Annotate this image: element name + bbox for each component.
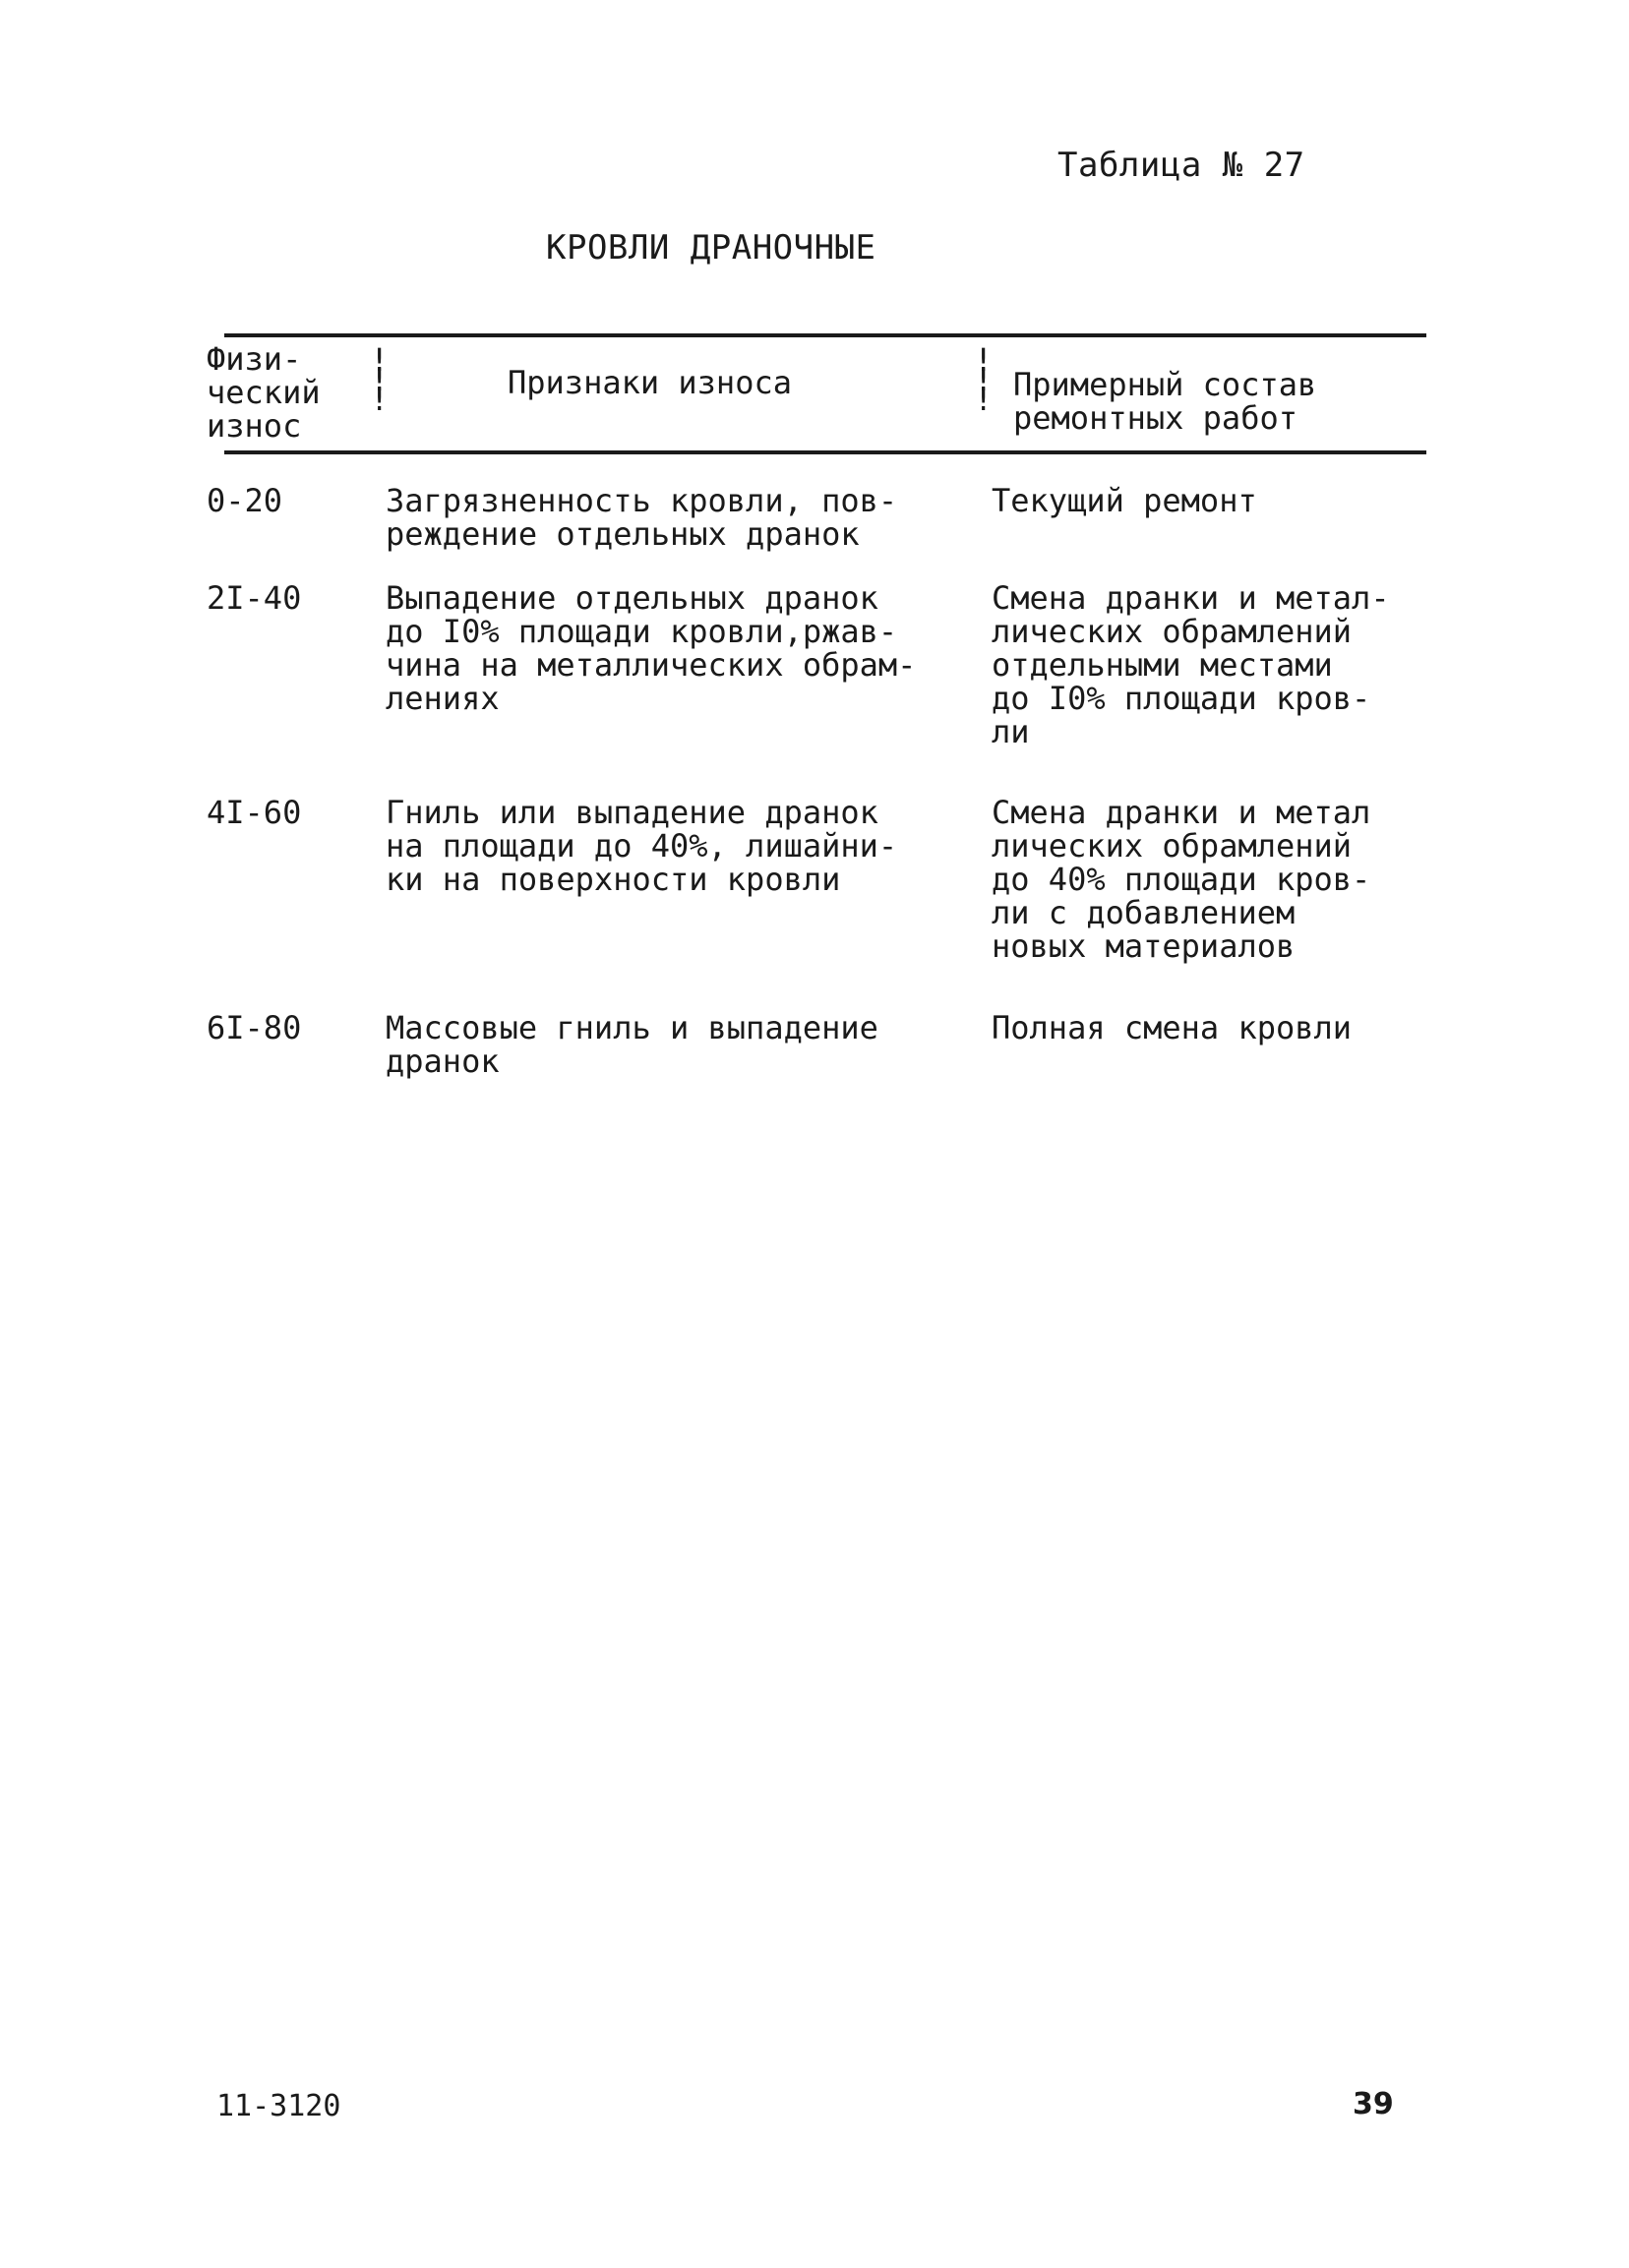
- page-title: КРОВЛИ ДРАНОЧНЫЕ: [546, 228, 876, 268]
- cell-signs: Загрязненность кровли, пов- реждение отдельных дранок: [386, 482, 898, 553]
- page-number: 39: [1353, 2087, 1394, 2121]
- cell-works: Текущий ремонт: [992, 482, 1257, 519]
- cell-wear: 2I-40: [207, 579, 302, 617]
- table-header-rule: [224, 450, 1426, 454]
- cell-signs: Выпадение отдельных дранок до I0% площади кровли,ржав- чина на металлических обрам- лениях: [386, 579, 917, 717]
- cell-works: Смена дранки и метал лических обрамлений до 40% площади кров- ли с добавлением новых материалов: [992, 794, 1371, 965]
- cell-signs: Массовые гниль и выпадение дранок: [386, 1009, 878, 1080]
- column-separator: ! ! !: [370, 341, 390, 418]
- column-header-signs: Признаки износа: [508, 364, 792, 401]
- cell-wear: 4I-60: [207, 794, 302, 831]
- column-header-wear: Физи- ческий износ: [207, 340, 321, 445]
- table-number-label: Таблица № 27: [1057, 146, 1305, 185]
- cell-wear: 0-20: [207, 482, 283, 519]
- cell-works: Полная смена кровли: [992, 1009, 1353, 1046]
- document-code: 11-3120: [216, 2089, 341, 2123]
- table-top-rule: [224, 333, 1426, 337]
- cell-signs: Гниль или выпадение дранок на площади до 40%, лишайни- ки на поверхности кровли: [386, 794, 898, 898]
- column-separator: ! ! !: [974, 341, 994, 418]
- cell-works: Смена дранки и метал- лических обрамлений отдельными местами до I0% площади кров- ли: [992, 579, 1390, 750]
- column-header-works: Примерный состав ремонтных работ: [1013, 366, 1317, 437]
- cell-wear: 6I-80: [207, 1009, 302, 1046]
